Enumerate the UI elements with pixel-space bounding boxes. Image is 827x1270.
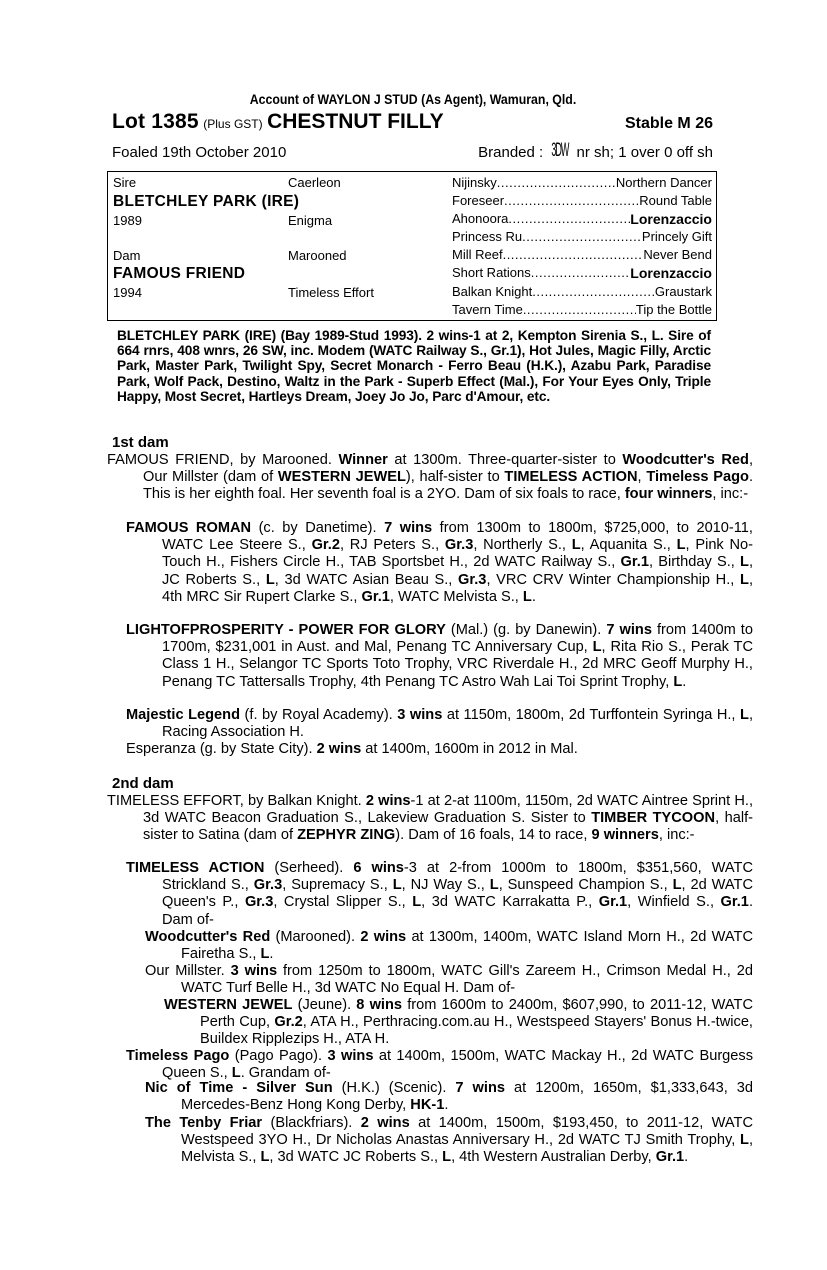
third-gen-row: Princess Ru ..... Princely Gift xyxy=(452,229,712,244)
sire-name: BLETCHLEY PARK (IRE) xyxy=(113,193,300,210)
pedigree-table xyxy=(107,171,717,321)
produce-entry: Esperanza (g. by State City). 2 wins at 1400m, 1600m in 2012 in Mal. xyxy=(126,741,578,757)
first-dam-heading: 1st dam xyxy=(112,434,169,451)
third-gen-row: Ahonoora ..... Lorenzaccio xyxy=(452,211,712,227)
produce-entry: Timeless Pago (Pago Pago). 3 wins at 1400m, 1500m, WATC Mackay H., 2d WATC Burgess Queen S., L. Grandam of- xyxy=(126,1048,754,1082)
dam-label: Dam xyxy=(113,248,141,263)
sire-label: Sire xyxy=(113,175,137,190)
branding-info xyxy=(478,138,713,161)
branded-detail: nr sh; 1 over 0 off sh xyxy=(576,144,713,161)
sire-year: 1989 xyxy=(113,213,142,228)
third-gen-row: Tavern Time ..... Tip the Bottle xyxy=(452,302,712,317)
dam-dam: Timeless Effort xyxy=(288,285,374,300)
produce-entry: TIMELESS ACTION (Serheed). 6 wins-3 at 2-from 1000m to 1800m, $351,560, WATC Strickland S., Gr.3, Supremacy S., L, NJ Way S., L, Sunspeed Champion S., L, 2d WATC Queen's P., Gr.3, Crystal Slipper S., L, 3d WATC Karrakatta P., Gr.1, Winfield S., Gr.1. Dam of- xyxy=(126,860,753,928)
second-dam-heading: 2nd dam xyxy=(112,775,174,792)
dam-summary: FAMOUS FRIEND, by Marooned. Winner at 1300m. Three-quarter-sister to Woodcutter's Red, Our Millster (dam of WESTERN JEWEL), half-sister to TIMELESS ACTION, Timeless Pago. This is her eighth foal. Her seventh foal is a 2YO. Dam of six foals to race, four winners, inc:- xyxy=(107,452,754,503)
sire-dam: Enigma xyxy=(288,213,333,228)
gst-note: (Plus GST) xyxy=(203,117,263,131)
dam-name: FAMOUS FRIEND xyxy=(113,265,246,282)
produce-entry: The Tenby Friar (Blackfriars). 2 wins at 1400m, 1500m, $193,450, to 2011-12, WATC Westspeed 3YO H., Dr Nicholas Anastas Anniversary H., 2d WATC TJ Smith Trophy, L, Melvista S., L, 3d WATC JC Roberts S., L, 4th Western Australian Derby, Gr.1. xyxy=(145,1115,753,1166)
third-gen-row: Mill Reef ..... Never Bend xyxy=(452,247,712,262)
third-gen-row: Short Rations ..... Lorenzaccio xyxy=(452,265,712,281)
dam-sire: Marooned xyxy=(288,248,347,263)
sire-biography: BLETCHLEY PARK (IRE) (Bay 1989-Stud 1993). 2 wins-1 at 2, Kempton Sirenia S., L. Sire of 664 rnrs, 408 wnrs, 26 SW, inc. Modem (WATC Railway S., Gr.1), Hot Jules, Magic Filly, Arctic Park, Master Park, Twilight Spy, Secret Monarch - Ferro Beau (H.K.), Azabu Park, Paradise Park, Wolf Pack, Destino, Waltz in the Park - Superb Effect (Mal.), For Your Eyes Only, Triple Happy, Most Secret, Hartleys Dream, Joey Jo Jo, Parc d'Amour, etc. xyxy=(117,328,711,404)
dam-summary: TIMELESS EFFORT, by Balkan Knight. 2 wins-1 at 2-at 1100m, 1150m, 2d WATC Aintree Sprint H., 3d WATC Beacon Graduation S., Lakeview Graduation S. Sister to TIMBER TYCOON, half-sister to Satina (dam of ZEPHYR ZING). Dam of 16 foals, 14 to race, 9 winners, inc:- xyxy=(107,793,753,844)
third-gen-row: Balkan Knight ..... Graustark xyxy=(452,284,712,299)
foaled-date: Foaled 19th October 2010 xyxy=(112,144,287,161)
branded-label: Branded : xyxy=(478,144,544,161)
stable-number: Stable M 26 xyxy=(624,115,713,132)
sire-sire: Caerleon xyxy=(288,175,341,190)
produce-entry: Majestic Legend (f. by Royal Academy). 3 wins at 1150m, 1800m, 2d Turffontein Syringa H., L, Racing Association H. xyxy=(126,707,753,741)
dam-year: 1994 xyxy=(113,285,142,300)
third-gen-row: Foreseer ..... Round Table xyxy=(452,193,712,208)
horse-description: CHESTNUT FILLY xyxy=(267,110,444,133)
produce-entry: LIGHTOFPROSPERITY - POWER FOR GLORY (Mal.) (g. by Danewin). 7 wins from 1400m to 1700m, $231,001 in Aust. and Mal, Penang TC Anniversary Cup, L, Rita Rio S., Perak TC Class 1 H., Selangor TC Sports Toto Trophy, VRC Riverdale H., 2d MRC Geoff Murphy H., Penang TC Tattersalls Trophy, 4th Penang TC Astro Wah Lai Toi Sprint Trophy, L. xyxy=(126,622,753,690)
lot-heading xyxy=(112,110,719,136)
third-gen-row: Nijinsky ..... Northern Dancer xyxy=(452,175,712,190)
brand-mark-icon: 3DW xyxy=(551,138,569,161)
lot-number: Lot 1385 xyxy=(112,110,199,133)
produce-entry: Woodcutter's Red (Marooned). 2 wins at 1300m, 1400m, WATC Island Morn H., 2d WATC Fairetha S., L. xyxy=(145,929,753,963)
produce-entry: Nic of Time - Silver Sun (H.K.) (Scenic). 7 wins at 1200m, 1650m, $1,333,643, 3d Mercedes-Benz Hong Kong Derby, HK-1. xyxy=(145,1080,754,1114)
produce-entry: WESTERN JEWEL (Jeune). 8 wins from 1600m to 2400m, $607,990, to 2011-12, WATC Perth Cup, Gr.2, ATA H., Perthracing.com.au H., Westspeed Stayers' Bonus H.-twice, Buildex Ripplezips H., ATA H. xyxy=(164,997,754,1048)
produce-entry: FAMOUS ROMAN (c. by Danetime). 7 wins from 1300m to 1800m, $725,000, to 2010-11, WATC Lee Steere S., Gr.2, RJ Peters S., Gr.3, Northerly S., L, Aquanita S., L, Pink No-Touch H., Fishers Circle H., TAB Sportsbet H., 2d WATC Railway S., Gr.1, Birthday S., L, JC Roberts S., L, 3d WATC Asian Beau S., Gr.3, VRC CRV Winter Championship H., L, 4th MRC Sir Rupert Clarke S., Gr.1, WATC Melvista S., L. xyxy=(126,520,754,605)
produce-entry: Our Millster. 3 wins from 1250m to 1800m, WATC Gill's Zareem H., Crimson Medal H., 2d WATC Turf Belle H., 3d WATC No Equal H. Dam of- xyxy=(145,963,753,997)
vendor-line: Account of WAYLON J STUD (As Agent), Wamuran, Qld. xyxy=(249,91,577,107)
